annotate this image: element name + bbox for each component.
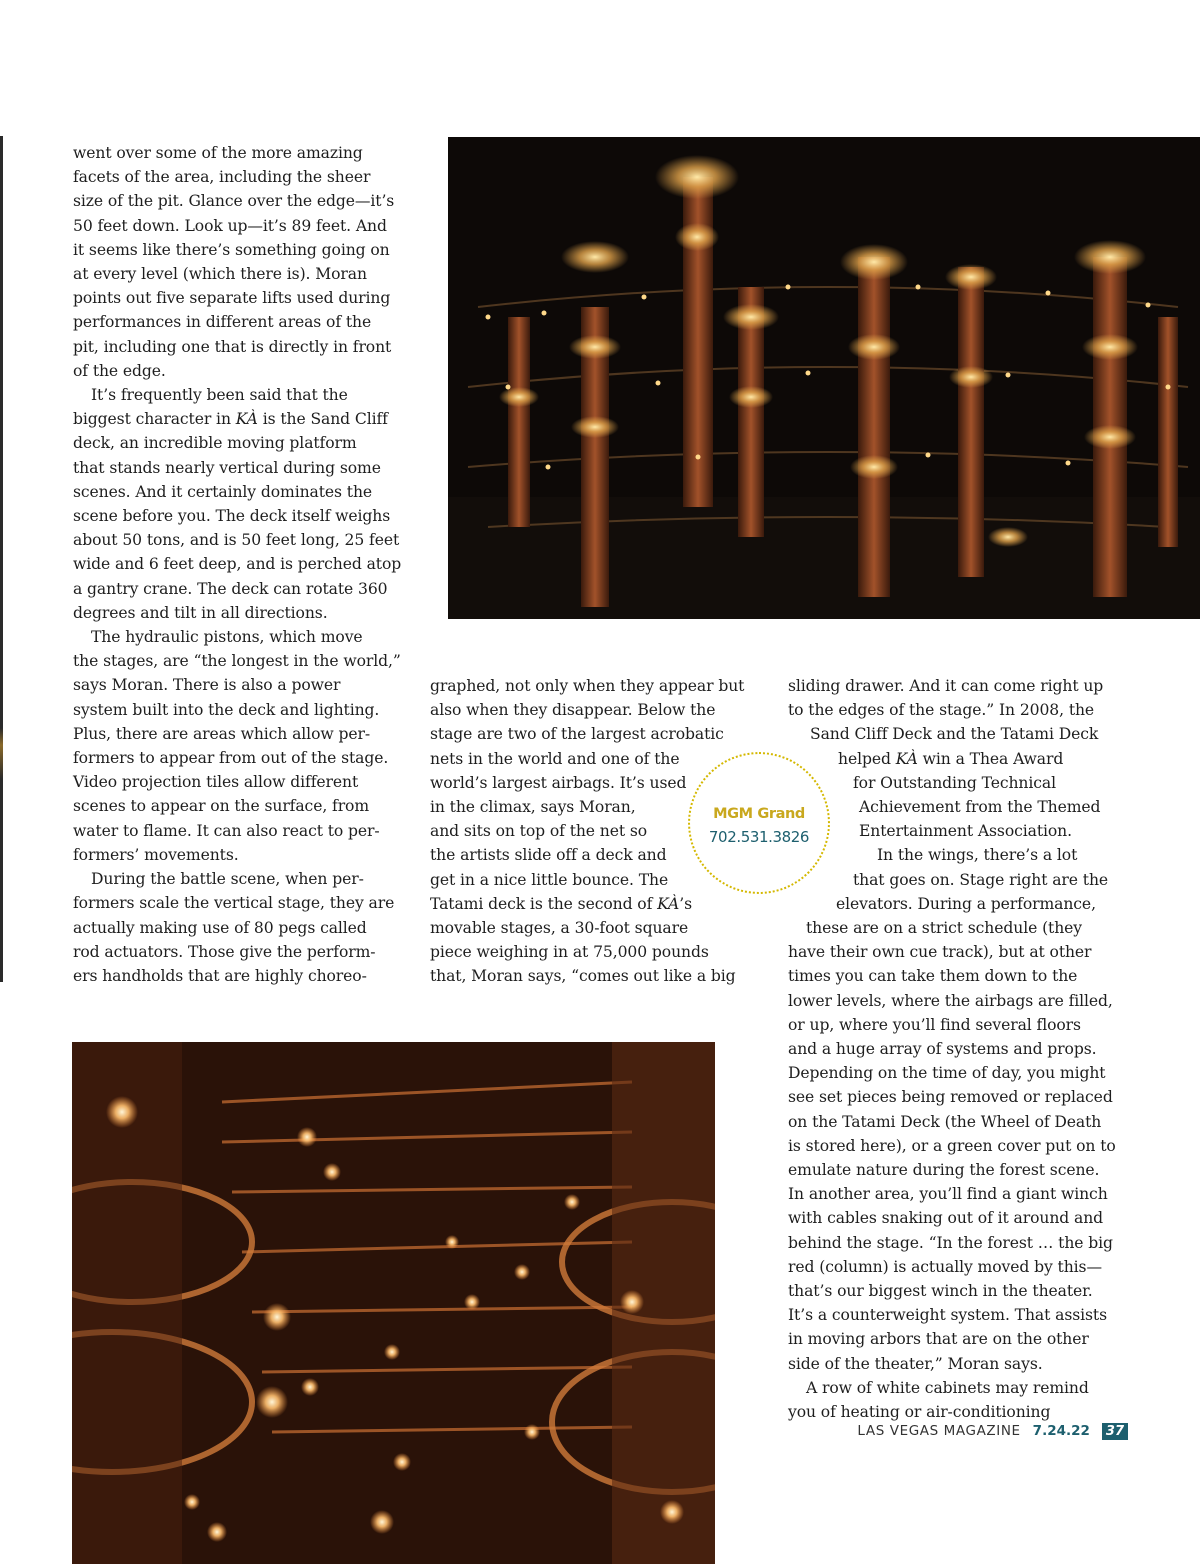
text-fragment: win a Thea Award [922,749,1064,768]
text-line: ers handholds that are highly choreo- [73,966,367,985]
text-line: get in a nice little bounce. The [430,870,669,889]
text-line: a gantry crane. The deck can rotate 360 [73,579,388,598]
text-line: Depending on the time of day, you might [788,1064,1106,1083]
text-line: to the edges of the stage.” In 2008, the [788,701,1095,720]
text-line [430,892,740,916]
text-line [73,407,393,431]
text-line: scenes. And it certainly dominates the [73,482,373,501]
text-line: at every level (which there is). Moran [73,265,367,284]
text-line: world’s largest airbags. It’s used [430,773,687,792]
text-line: behind the stage. “In the forest … the big [788,1233,1113,1252]
text-line: Entertainment Association. [859,822,1072,841]
text-line: formers scale the vertical stage, they are [73,894,395,913]
text-line: times you can take them down to the [788,967,1078,986]
text-line: degrees and tilt in all directions. [73,603,328,622]
text-line: A row of white cabinets may remind [806,1378,1089,1397]
text-line: about 50 tons, and is 50 feet long, 25 feet [73,531,400,550]
text-line: or up, where you’ll find several floors [788,1015,1081,1034]
text-column-1 [73,141,402,988]
show-title-ka: KÀ [895,749,918,768]
text-line: formers’ movements. [73,845,239,864]
text-line: wide and 6 feet deep, and is perched atop [73,555,402,574]
text-line: have their own cue track), but at other [788,943,1092,962]
text-line: see set pieces being removed or replaced [788,1088,1113,1107]
text-line: Achievement from the Themed [859,798,1101,817]
text-line: also when they disappear. Below the [430,701,716,720]
text-line: Video projection tiles allow different [73,773,359,792]
page-footer [857,1422,1128,1440]
venue-phone[interactable]: 702.531.3826 [708,828,810,846]
text-line: Plus, there are areas which allow per- [73,724,370,743]
text-line: graphed, not only when they appear but [430,677,745,695]
text-line: deck, an incredible moving platform [73,434,357,453]
text-fragment: helped [838,749,891,768]
text-line: In another area, you’ll find a giant winch [788,1185,1108,1204]
text-line: the artists slide off a deck and [430,846,667,865]
backstage-illustration [72,1042,715,1564]
venue-name: MGM Grand [713,806,805,822]
text-line: In the wings, there’s a lot [877,846,1078,865]
text-line: performances in different areas of the [73,313,372,332]
text-line: that, Moran says, “comes out like a big [430,967,736,986]
text-line: red (column) is actually moved by this— [788,1257,1102,1276]
text-line: and sits on top of the net so [430,822,648,841]
text-line: facets of the area, including the sheer [73,168,371,187]
text-line: nets in the world and one of the [430,749,680,768]
text-line: stage are two of the largest acrobatic [430,725,724,744]
text-line: points out five separate lifts used during [73,289,391,308]
text-line: of the edge. [73,361,166,380]
text-line: water to flame. It can also react to per- [73,821,380,840]
text-line: actually making use of 80 pegs called [73,918,367,937]
text-line: with cables snaking out of it around and [788,1209,1104,1228]
text-line: in the climax, says Moran, [430,798,636,817]
text-column-3 [788,674,1116,1424]
text-line: is stored here), or a green cover put on to [788,1136,1116,1155]
text-line: piece weighing in at 75,000 pounds [430,943,709,962]
text-line: you of heating or air-conditioning [788,1403,1051,1422]
show-title-ka: KÀ [235,410,258,429]
magazine-name: LAS VEGAS MAGAZINE [857,1423,1021,1439]
text-line: went over some of the more amazing [73,144,363,162]
text-line: that stands nearly vertical during some [73,458,381,477]
text-fragment: Tatami deck is the second of [430,894,653,913]
text-line: It’s a counterweight system. That assists [788,1306,1107,1325]
text-line: sliding drawer. And it can come right up [788,677,1104,695]
text-line: system built into the deck and lighting. [73,700,380,719]
text-line: During the battle scene, when per- [91,870,364,889]
text-line: on the Tatami Deck (the Wheel of Death [788,1112,1102,1131]
text-line: movable stages, a 30-foot square [430,919,689,938]
text-fragment: biggest character in [73,410,231,429]
page-number: 37 [1102,1423,1128,1440]
text-line: emulate nature during the forest scene. [788,1161,1100,1180]
text-line: 50 feet down. Look up—it’s 89 feet. And [73,216,387,235]
issue-date: 7.24.22 [1032,1423,1090,1439]
text-fragment: ’s [679,894,692,913]
text-line: size of the pit. Glance over the edge—it’s [73,192,395,211]
text-line: that goes on. Stage right are the [853,870,1109,889]
text-line: rod actuators. Those give the perform- [73,942,376,961]
text-line: formers to appear from out of the stage. [73,749,389,768]
text-line: says Moran. There is also a power [73,676,341,695]
show-title-ka: KÀ [657,894,680,913]
text-line: these are on a strict schedule (they [806,919,1083,938]
text-line: and a huge array of systems and props. [788,1040,1097,1059]
text-line: pit, including one that is directly in front [73,337,392,356]
stage-towers-photo [448,137,1200,619]
text-line: it seems like there’s something going on [73,240,390,259]
text-line: that’s our biggest winch in the theater. [788,1282,1093,1301]
text-line: lower levels, where the airbags are filled, [788,991,1113,1010]
text-line: Sand Cliff Deck and the Tatami Deck [810,725,1099,744]
text-line: for Outstanding Technical [853,773,1056,792]
text-line: the stages, are “the longest in the world,” [73,652,401,671]
backstage-catwalks-photo [72,1042,715,1564]
text-line: side of the theater,” Moran says. [788,1354,1043,1373]
text-line: scene before you. The deck itself weighs [73,507,391,526]
stage-towers-illustration [448,137,1200,619]
text-line: elevators. During a performance, [836,894,1096,913]
text-fragment: is the Sand Cliff [262,410,388,429]
text-line [788,747,1108,771]
text-line: in moving arbors that are on the other [788,1330,1089,1349]
text-line: scenes to appear on the surface, from [73,797,370,816]
page-edge-bar [0,136,3,982]
text-line: It’s frequently been said that the [91,386,348,405]
text-line: The hydraulic pistons, which move [91,628,363,647]
